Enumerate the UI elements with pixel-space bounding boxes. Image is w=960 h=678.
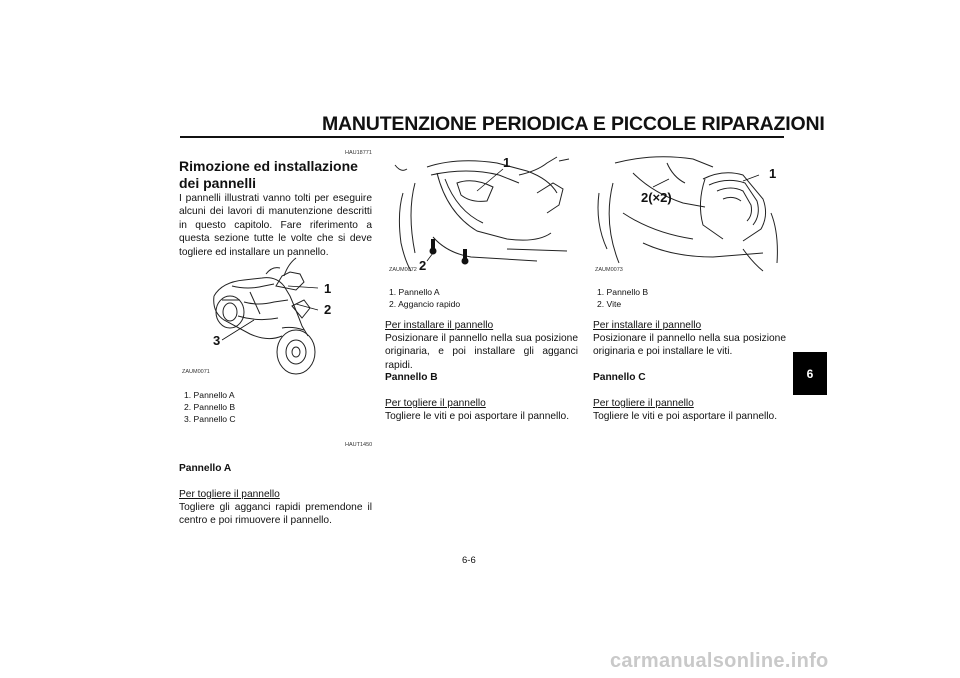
page-number: 6-6 <box>462 555 476 566</box>
panel-a-install-text: Posizionare il pannello nella sua posizione originaria, e poi installare gli agganci rapidi. <box>385 333 578 371</box>
panel-b-install-text: Posizionare il pannello nella sua posizione originaria e poi installare le viti. <box>593 333 786 358</box>
panel-a-install-heading: Per installare il pannello <box>385 320 494 331</box>
section-intro: I pannelli illustrati vanno tolti per eseguire alcuni dei lavori di manutenzione descritti in questo capitolo. Fare riferimento a questa sezione tutte le volte che si deve togliere ed installare un pannello. <box>179 193 372 258</box>
figure3-callout-2: 2(×2) <box>641 190 672 205</box>
figure2-caption-1: 1. Pannello A <box>389 287 440 297</box>
panel-b-install-heading: Per installare il pannello <box>593 320 702 331</box>
figure3-callout-1: 1 <box>769 166 777 181</box>
section-title: Rimozione ed installazione dei pannelli <box>179 158 358 191</box>
scooter-overview-illustration <box>192 256 352 378</box>
panel-a-illustration <box>387 153 578 275</box>
panel-b-illustration <box>593 153 784 275</box>
chapter-tab: 6 <box>793 352 827 395</box>
panel-a-heading: Pannello A <box>179 463 232 474</box>
figure1-callout-2: 2 <box>324 302 332 317</box>
figure1-caption-1: 1. Pannello A <box>184 390 235 400</box>
panel-a-code: HAUT1450 <box>345 442 373 448</box>
page-header-title: MANUTENZIONE PERIODICA E PICCOLE RIPARAZIONI <box>322 113 825 135</box>
figure1-callout-3: 3 <box>213 333 221 348</box>
figure1-caption-3: 3. Pannello C <box>184 414 236 424</box>
figure3-caption-1: 1. Pannello B <box>597 287 649 297</box>
figure1-caption-2: 2. Pannello B <box>184 402 236 412</box>
panel-c-heading: Pannello C <box>593 372 646 383</box>
figure1-code: ZAUM0071 <box>182 369 210 375</box>
panel-a-remove-heading: Per togliere il pannello <box>179 489 280 500</box>
watermark: carmanualsonline.info <box>610 650 829 672</box>
section-code: HAU18771 <box>345 150 372 156</box>
figure1-callout-1: 1 <box>324 281 332 296</box>
header-rule <box>180 136 784 138</box>
figure3-caption-2: 2. Vite <box>597 299 622 309</box>
panel-c-remove-heading: Per togliere il pannello <box>593 398 694 409</box>
figure2-code: ZAUM0072 <box>389 267 417 273</box>
panel-b-remove-heading: Per togliere il pannello <box>385 398 486 409</box>
figure2-callout-1: 1 <box>503 155 511 170</box>
figure2-caption-2: 2. Aggancio rapido <box>389 299 461 309</box>
panel-c-remove-text: Togliere le viti e poi asportare il pannello. <box>593 411 778 422</box>
panel-b-remove-text: Togliere le viti e poi asportare il pannello. <box>385 411 570 422</box>
panel-b-heading: Pannello B <box>385 372 438 383</box>
figure3-code: ZAUM0073 <box>595 267 623 273</box>
figure2-callout-2: 2 <box>419 258 427 273</box>
panel-a-remove-text: Togliere gli agganci rapidi premendone il centro e poi rimuovere il pannello. <box>179 502 372 527</box>
